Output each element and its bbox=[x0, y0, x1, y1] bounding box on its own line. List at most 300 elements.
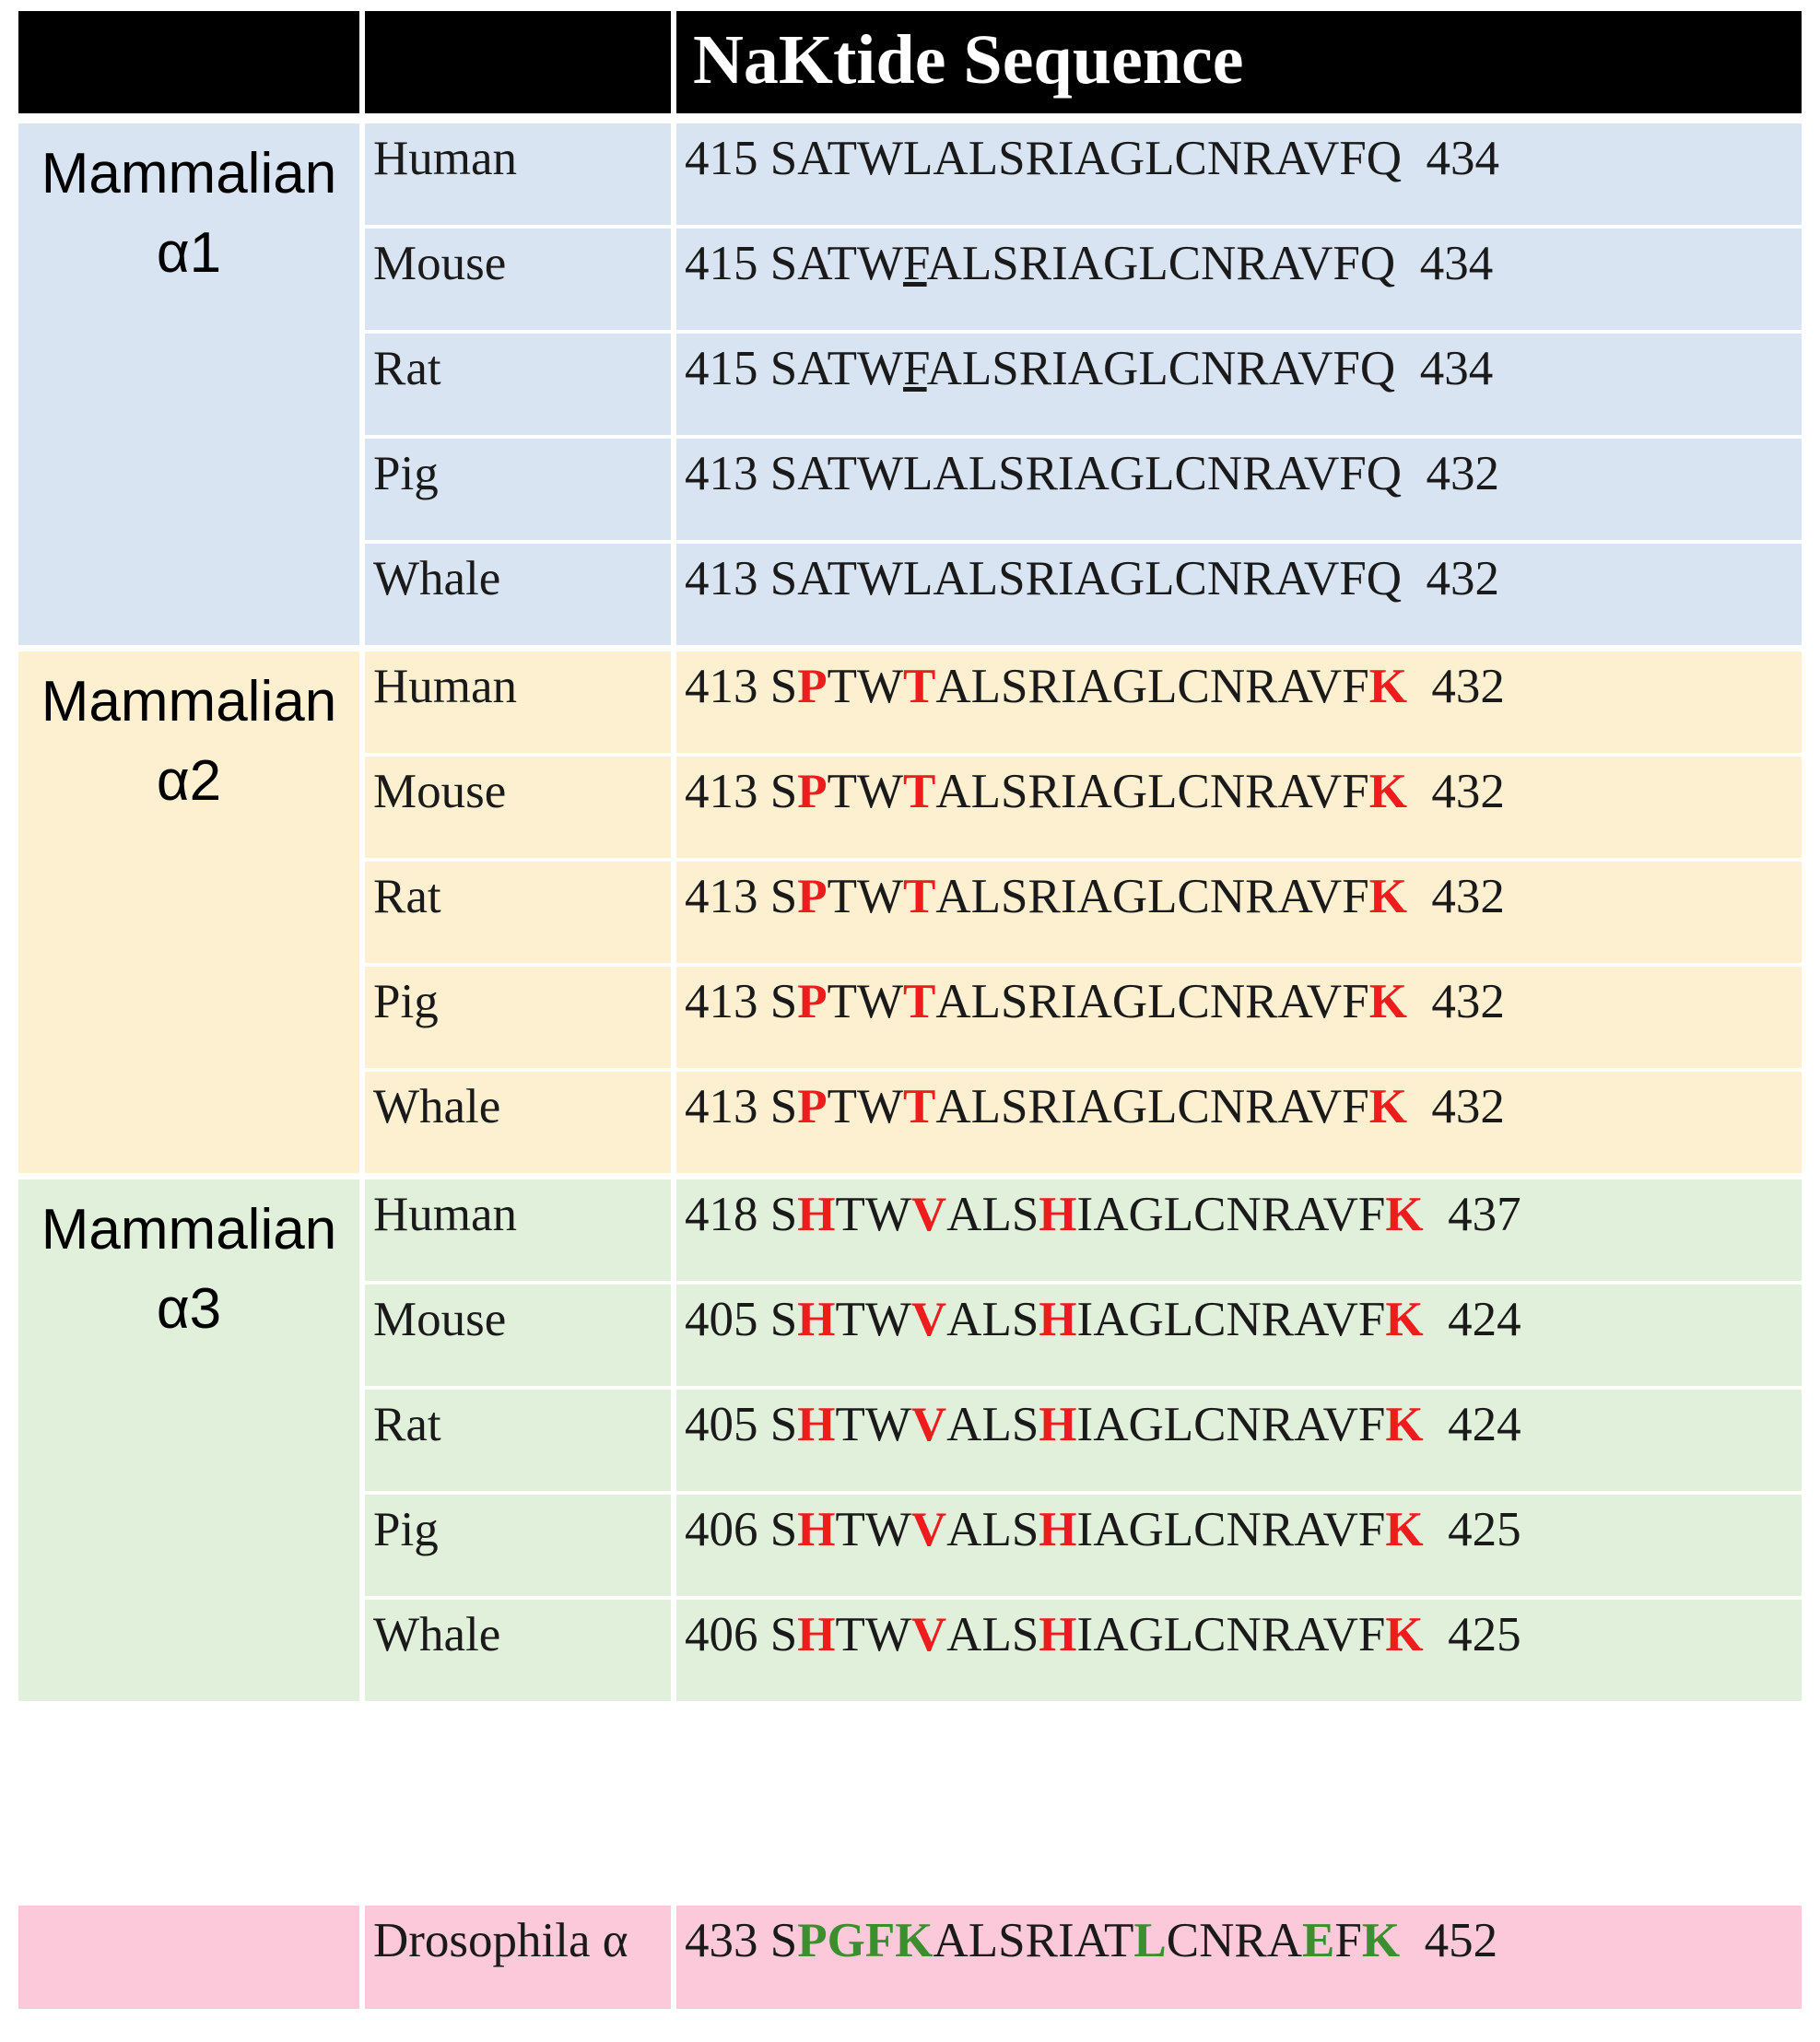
residue: A bbox=[1277, 660, 1307, 713]
residue: I bbox=[1076, 1293, 1094, 1346]
residue: V bbox=[1303, 132, 1340, 185]
sequence-cell bbox=[676, 1072, 1802, 1173]
sequence-cell bbox=[676, 967, 1802, 1068]
sequence-start-position: 413 bbox=[685, 975, 758, 1028]
sequence-residues bbox=[770, 1608, 1424, 1661]
group-label-line1: Mammalian bbox=[41, 142, 337, 205]
residue: T bbox=[1104, 1914, 1134, 1967]
residue: A bbox=[1294, 1398, 1323, 1451]
residue: V bbox=[1322, 1188, 1358, 1241]
residue: A bbox=[926, 342, 962, 395]
residue: S bbox=[1001, 765, 1028, 818]
residue: A bbox=[946, 1188, 982, 1241]
residue: C bbox=[1177, 765, 1210, 818]
sequence-cell bbox=[676, 439, 1802, 540]
residue: A bbox=[933, 132, 969, 185]
residue: S bbox=[769, 447, 798, 500]
residue: A bbox=[1074, 447, 1110, 500]
residue: P bbox=[797, 1080, 828, 1133]
residue: G bbox=[1128, 1608, 1164, 1661]
residue: T bbox=[903, 870, 936, 923]
residue: L bbox=[1138, 237, 1168, 290]
residue: F bbox=[1333, 237, 1360, 290]
residue: L bbox=[1133, 1914, 1167, 1967]
residue: L bbox=[1147, 975, 1178, 1028]
residue: V bbox=[1322, 1608, 1358, 1661]
sequence-end-position: 432 bbox=[1431, 870, 1505, 923]
residue: W bbox=[864, 1293, 911, 1346]
species-name: Drosophila α bbox=[373, 1914, 628, 1967]
residue: L bbox=[981, 1608, 1012, 1661]
sequence-end-position: 432 bbox=[1431, 975, 1505, 1028]
residue: S bbox=[769, 552, 798, 605]
residue: T bbox=[903, 660, 936, 713]
residue: S bbox=[769, 975, 798, 1028]
residue: L bbox=[903, 447, 933, 500]
residue: H bbox=[797, 1188, 836, 1241]
residue: R bbox=[1234, 1914, 1267, 1967]
residue: F bbox=[1357, 1188, 1386, 1241]
species-cell bbox=[365, 1072, 671, 1173]
residue: L bbox=[961, 237, 992, 290]
residue: K bbox=[1385, 1398, 1424, 1451]
residue: C bbox=[1168, 342, 1202, 395]
residue: A bbox=[1076, 765, 1112, 818]
residue: F bbox=[1339, 552, 1367, 605]
sequence-residues bbox=[770, 975, 1407, 1028]
residue: L bbox=[1147, 870, 1178, 923]
residue: I bbox=[1060, 975, 1077, 1028]
residue: W bbox=[856, 975, 904, 1028]
residue: N bbox=[1206, 552, 1243, 605]
sequence-start-position: 413 bbox=[685, 660, 758, 713]
sequence-residues bbox=[770, 1503, 1424, 1556]
residue: W bbox=[856, 1080, 904, 1133]
species-name: Human bbox=[373, 132, 518, 185]
residue: V bbox=[1297, 342, 1333, 395]
residue: S bbox=[769, 1914, 798, 1967]
sequence-end-position: 425 bbox=[1448, 1503, 1521, 1556]
species-name: Mouse bbox=[373, 237, 507, 290]
residue: K bbox=[895, 1914, 933, 1967]
residue: L bbox=[981, 1503, 1012, 1556]
residue: S bbox=[1011, 1398, 1039, 1451]
residue: R bbox=[1245, 660, 1278, 713]
sequence-start-position: 433 bbox=[685, 1914, 758, 1967]
species-name: Rat bbox=[373, 870, 441, 923]
species-cell bbox=[365, 439, 671, 540]
residue: V bbox=[1303, 447, 1340, 500]
residue: S bbox=[998, 1914, 1026, 1967]
residue: T bbox=[827, 342, 858, 395]
sequence-cell bbox=[676, 1285, 1802, 1386]
residue: F bbox=[864, 1914, 896, 1967]
residue: N bbox=[1199, 1914, 1235, 1967]
residue: R bbox=[1261, 1398, 1295, 1451]
residue: A bbox=[1093, 1398, 1129, 1451]
residue: S bbox=[769, 765, 798, 818]
residue: S bbox=[769, 1608, 798, 1661]
residue: F bbox=[903, 342, 927, 395]
residue: H bbox=[1039, 1293, 1077, 1346]
residue: L bbox=[970, 1080, 1002, 1133]
residue: I bbox=[1057, 132, 1074, 185]
residue: T bbox=[827, 975, 857, 1028]
residue: S bbox=[1011, 1503, 1039, 1556]
residue: A bbox=[1294, 1293, 1323, 1346]
residue: I bbox=[1060, 1080, 1077, 1133]
sequence-residues bbox=[770, 342, 1395, 395]
residue: G bbox=[1128, 1188, 1164, 1241]
residue: R bbox=[1261, 1503, 1295, 1556]
sequence-end-position: 432 bbox=[1431, 765, 1505, 818]
residue: K bbox=[1368, 975, 1407, 1028]
residue: L bbox=[970, 765, 1002, 818]
residue: G bbox=[1109, 552, 1145, 605]
sequence-end-position: 432 bbox=[1426, 447, 1500, 500]
sequence-cell bbox=[676, 334, 1802, 435]
sequence-start-position: 413 bbox=[685, 552, 758, 605]
residue: A bbox=[797, 342, 828, 395]
residue: H bbox=[797, 1398, 836, 1451]
residue: A bbox=[946, 1503, 982, 1556]
residue: N bbox=[1209, 660, 1246, 713]
sequence-residues bbox=[770, 870, 1407, 923]
group-label-line2: α3 bbox=[156, 1277, 222, 1341]
species-name: Human bbox=[373, 1188, 518, 1241]
sequence-residues bbox=[770, 660, 1407, 713]
residue: L bbox=[1147, 660, 1178, 713]
residue: N bbox=[1209, 975, 1246, 1028]
residue: A bbox=[946, 1398, 982, 1451]
residue: N bbox=[1206, 447, 1243, 500]
residue: R bbox=[1236, 342, 1269, 395]
residue: L bbox=[961, 342, 992, 395]
residue: R bbox=[1242, 447, 1275, 500]
residue: A bbox=[1294, 1188, 1323, 1241]
residue: S bbox=[769, 342, 798, 395]
residue: V bbox=[1306, 870, 1343, 923]
residue: H bbox=[797, 1503, 836, 1556]
residue: A bbox=[1277, 765, 1307, 818]
sequence-end-position: 432 bbox=[1431, 1080, 1505, 1133]
residue: F bbox=[1342, 1080, 1369, 1133]
residue: A bbox=[797, 447, 828, 500]
residue: L bbox=[970, 975, 1002, 1028]
residue: Q bbox=[1359, 237, 1396, 290]
residue: A bbox=[1277, 1080, 1307, 1133]
residue: L bbox=[1163, 1503, 1194, 1556]
residue: R bbox=[1027, 765, 1061, 818]
residue: R bbox=[1025, 552, 1058, 605]
residue: L bbox=[1147, 765, 1178, 818]
residue: A bbox=[1093, 1188, 1129, 1241]
species-name: Whale bbox=[373, 552, 501, 605]
sequence-cell bbox=[676, 1906, 1802, 2009]
species-cell bbox=[365, 1600, 671, 1701]
residue: C bbox=[1193, 1608, 1227, 1661]
residue: T bbox=[903, 1080, 936, 1133]
residue: W bbox=[856, 660, 904, 713]
sequence-end-position: 434 bbox=[1419, 342, 1494, 395]
species-name: Rat bbox=[373, 342, 441, 395]
sequence-start-position: 415 bbox=[685, 132, 758, 185]
residue: S bbox=[769, 1503, 798, 1556]
residue: F bbox=[1357, 1503, 1386, 1556]
residue: S bbox=[1001, 870, 1028, 923]
group-label-line2: α2 bbox=[156, 749, 222, 813]
residue: C bbox=[1193, 1293, 1227, 1346]
residue: H bbox=[1039, 1503, 1077, 1556]
residue: A bbox=[946, 1608, 982, 1661]
residue: N bbox=[1226, 1293, 1262, 1346]
residue: V bbox=[1306, 1080, 1343, 1133]
residue: H bbox=[1039, 1398, 1077, 1451]
species-name: Pig bbox=[373, 447, 439, 500]
sequence-cell bbox=[676, 229, 1802, 330]
residue: C bbox=[1177, 1080, 1210, 1133]
residue: S bbox=[769, 132, 798, 185]
residue: S bbox=[992, 342, 1019, 395]
residue: V bbox=[1322, 1503, 1358, 1556]
residue: K bbox=[1385, 1293, 1424, 1346]
residue: A bbox=[1294, 1503, 1323, 1556]
residue: V bbox=[1322, 1398, 1358, 1451]
residue: T bbox=[835, 1503, 865, 1556]
residue: L bbox=[968, 447, 999, 500]
residue: A bbox=[797, 132, 828, 185]
species-cell bbox=[365, 1285, 671, 1386]
residue: P bbox=[797, 765, 828, 818]
species-name: Whale bbox=[373, 1608, 501, 1661]
header-title-cell bbox=[676, 11, 1802, 113]
residue: N bbox=[1226, 1188, 1262, 1241]
residue: K bbox=[1368, 765, 1407, 818]
residue: S bbox=[998, 132, 1026, 185]
residue: R bbox=[1027, 1080, 1061, 1133]
residue: F bbox=[1339, 132, 1367, 185]
sequence-start-position: 413 bbox=[685, 1080, 758, 1133]
residue: G bbox=[1109, 447, 1145, 500]
residue: F bbox=[1357, 1608, 1386, 1661]
drosophila-empty-cell bbox=[18, 1906, 359, 2009]
sequence-start-position: 415 bbox=[685, 237, 758, 290]
sequence-residues bbox=[770, 1080, 1407, 1133]
residue: G bbox=[1128, 1398, 1164, 1451]
residue: Q bbox=[1366, 447, 1403, 500]
residue: I bbox=[1060, 660, 1077, 713]
residue: L bbox=[968, 1914, 999, 1967]
residue: R bbox=[1027, 660, 1061, 713]
residue: V bbox=[910, 1398, 947, 1451]
residue: P bbox=[797, 975, 828, 1028]
residue: C bbox=[1193, 1188, 1227, 1241]
residue: A bbox=[1294, 1608, 1323, 1661]
residue: A bbox=[935, 660, 971, 713]
sequence-residues bbox=[770, 765, 1407, 818]
residue: T bbox=[827, 765, 857, 818]
residue: T bbox=[835, 1398, 865, 1451]
residue: A bbox=[1067, 342, 1104, 395]
residue: H bbox=[797, 1293, 836, 1346]
residue: W bbox=[857, 342, 904, 395]
residue: A bbox=[1093, 1293, 1129, 1346]
residue: R bbox=[1025, 1914, 1058, 1967]
residue: A bbox=[1274, 132, 1304, 185]
residue: T bbox=[827, 552, 858, 605]
sequence-cell bbox=[676, 757, 1802, 858]
residue: A bbox=[1277, 975, 1307, 1028]
residue: A bbox=[797, 552, 828, 605]
residue: F bbox=[1342, 870, 1369, 923]
residue: R bbox=[1027, 870, 1061, 923]
residue: G bbox=[1103, 237, 1139, 290]
sequence-end-position: 424 bbox=[1448, 1398, 1521, 1451]
residue: I bbox=[1076, 1503, 1094, 1556]
residue: K bbox=[1385, 1608, 1424, 1661]
residue: W bbox=[857, 552, 904, 605]
residue: S bbox=[769, 1293, 798, 1346]
residue: A bbox=[935, 1080, 971, 1133]
residue: L bbox=[903, 552, 933, 605]
residue: W bbox=[856, 870, 904, 923]
species-cell bbox=[365, 1906, 671, 2009]
species-name: Rat bbox=[373, 1398, 441, 1451]
sequence-cell bbox=[676, 123, 1802, 225]
residue: F bbox=[1334, 1914, 1362, 1967]
sequence-end-position: 432 bbox=[1431, 660, 1505, 713]
residue: N bbox=[1206, 132, 1243, 185]
residue: N bbox=[1226, 1503, 1262, 1556]
residue: R bbox=[1018, 237, 1052, 290]
species-name: Mouse bbox=[373, 765, 507, 818]
species-name: Pig bbox=[373, 1503, 439, 1556]
residue: V bbox=[910, 1608, 947, 1661]
residue: V bbox=[1306, 660, 1343, 713]
residue: A bbox=[1074, 132, 1110, 185]
species-cell bbox=[365, 1495, 671, 1596]
residue: T bbox=[827, 132, 858, 185]
residue: N bbox=[1209, 765, 1246, 818]
residue: C bbox=[1166, 1914, 1200, 1967]
residue: A bbox=[1274, 447, 1304, 500]
species-cell bbox=[365, 334, 671, 435]
residue: L bbox=[981, 1188, 1012, 1241]
residue: R bbox=[1242, 552, 1275, 605]
sequence-cell bbox=[676, 1179, 1802, 1281]
sequence-residues bbox=[770, 132, 1402, 185]
residue: P bbox=[797, 1914, 828, 1967]
residue: G bbox=[827, 1914, 865, 1967]
residue: S bbox=[769, 660, 798, 713]
species-name: Whale bbox=[373, 1080, 501, 1133]
residue: P bbox=[797, 870, 828, 923]
residue: T bbox=[827, 1080, 857, 1133]
residue: F bbox=[1339, 447, 1367, 500]
residue: I bbox=[1057, 447, 1074, 500]
residue: V bbox=[1306, 765, 1343, 818]
residue: W bbox=[856, 765, 904, 818]
sequence-residues bbox=[770, 1293, 1424, 1346]
species-cell bbox=[365, 967, 671, 1068]
residue: A bbox=[935, 975, 971, 1028]
residue: W bbox=[864, 1398, 911, 1451]
residue: S bbox=[998, 447, 1026, 500]
sequence-end-position: 434 bbox=[1419, 237, 1494, 290]
residue: I bbox=[1076, 1608, 1094, 1661]
residue: T bbox=[835, 1608, 865, 1661]
residue: L bbox=[970, 660, 1002, 713]
residue: L bbox=[968, 552, 999, 605]
residue: V bbox=[1297, 237, 1333, 290]
residue: W bbox=[864, 1503, 911, 1556]
residue: C bbox=[1177, 660, 1210, 713]
residue: R bbox=[1242, 132, 1275, 185]
residue: C bbox=[1174, 132, 1207, 185]
residue: S bbox=[1001, 1080, 1028, 1133]
residue: A bbox=[1076, 1080, 1112, 1133]
residue: C bbox=[1174, 552, 1207, 605]
residue: G bbox=[1111, 1080, 1148, 1133]
residue: A bbox=[1268, 342, 1298, 395]
residue: I bbox=[1057, 552, 1074, 605]
residue: R bbox=[1261, 1188, 1295, 1241]
header-corner-cell-1 bbox=[18, 11, 359, 113]
residue: I bbox=[1060, 870, 1077, 923]
sequence-end-position: 434 bbox=[1426, 132, 1500, 185]
species-cell bbox=[365, 1179, 671, 1281]
residue: L bbox=[981, 1293, 1012, 1346]
residue: L bbox=[968, 132, 999, 185]
sequence-residues bbox=[770, 1398, 1424, 1451]
residue: G bbox=[1109, 132, 1145, 185]
residue: F bbox=[1357, 1398, 1386, 1451]
sequence-residues bbox=[770, 1188, 1424, 1241]
group-label-line1: Mammalian bbox=[41, 1198, 337, 1262]
residue: Q bbox=[1366, 132, 1403, 185]
residue: S bbox=[1011, 1293, 1039, 1346]
residue: A bbox=[933, 552, 969, 605]
residue: K bbox=[1385, 1188, 1424, 1241]
residue: F bbox=[1342, 975, 1369, 1028]
sequence-end-position: 437 bbox=[1448, 1188, 1521, 1241]
residue: S bbox=[769, 1398, 798, 1451]
table-title: NaKtide Sequence bbox=[693, 21, 1244, 99]
residue: G bbox=[1111, 975, 1148, 1028]
residue: L bbox=[1163, 1293, 1194, 1346]
residue: W bbox=[857, 447, 904, 500]
group-label-line2: α1 bbox=[156, 221, 222, 285]
residue: G bbox=[1111, 765, 1148, 818]
sequence-end-position: 424 bbox=[1448, 1293, 1521, 1346]
residue: A bbox=[933, 447, 969, 500]
sequence-start-position: 405 bbox=[685, 1398, 758, 1451]
residue: F bbox=[1357, 1293, 1386, 1346]
residue: T bbox=[827, 447, 858, 500]
species-name: Mouse bbox=[373, 1293, 507, 1346]
residue: K bbox=[1368, 870, 1407, 923]
residue: L bbox=[981, 1398, 1012, 1451]
residue: P bbox=[797, 660, 828, 713]
residue: I bbox=[1057, 1914, 1074, 1967]
sequence-start-position: 413 bbox=[685, 765, 758, 818]
residue: H bbox=[1039, 1188, 1077, 1241]
residue: L bbox=[1145, 132, 1175, 185]
residue: R bbox=[1245, 765, 1278, 818]
residue: C bbox=[1193, 1503, 1227, 1556]
residue: G bbox=[1103, 342, 1139, 395]
residue: W bbox=[857, 132, 904, 185]
